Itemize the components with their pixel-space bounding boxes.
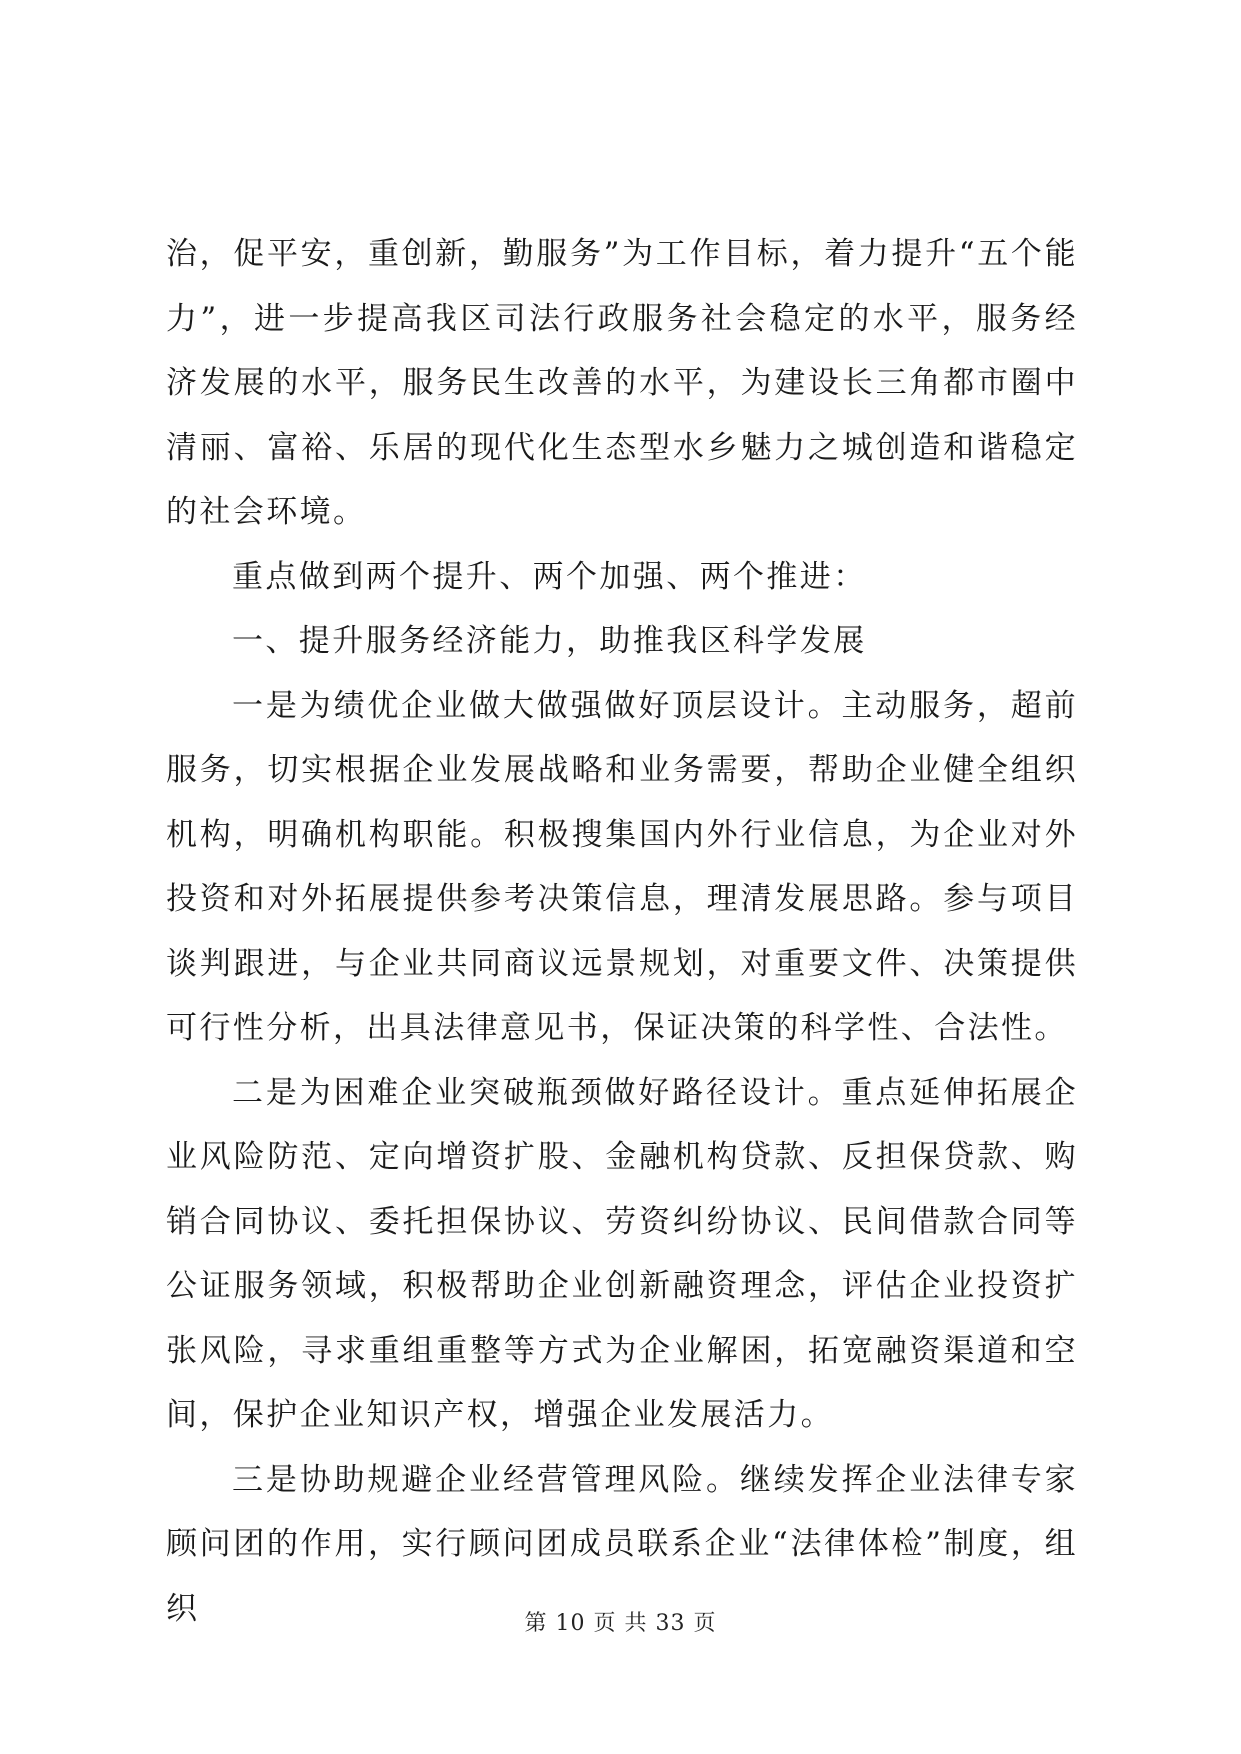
body-text xyxy=(166,222,1078,1641)
section-heading-economy: 一、提升服务经济能力，助推我区科学发展 xyxy=(232,623,867,659)
paragraph-top-level-design: 一是为绩优企业做大做强做好顶层设计。主动服务，超前服务，切实根据企业发展战略和业务需要，帮助企业健全组织机构，明确机构职能。积极搜集国内外行业信息，为企业对外投资和对外拓展提供参考决策信息，理清发展思路。参与项目谈判跟进，与企业共同商议远景规划，对重要文件、决策提供可行性分析，出具法律意见书，保证决策的科学性、合法性。 xyxy=(166,687,1078,1046)
paragraph-risk-avoidance: 三是协助规避企业经营管理风险。继续发挥企业法律专家顾问团的作用，实行顾问团成员联系企业“法律体检”制度，组织 xyxy=(166,1461,1078,1627)
paragraph-goals: 治，促平安，重创新，勤服务”为工作目标，着力提升“五个能力”，进一步提高我区司法行政服务社会稳定的水平，服务经济发展的水平，服务民生改善的水平，为建设长三角都市圈中清丽、富裕、乐居的现代化生态型水乡魅力之城创造和谐稳定的社会环境。 xyxy=(166,236,1078,530)
paragraph-path-design: 二是为困难企业突破瓶颈做好路径设计。重点延伸拓展企业风险防范、定向增资扩股、金融机构贷款、反担保贷款、购销合同协议、委托担保协议、劳资纠纷协议、民间借款合同等公证服务领域，积极帮助企业创新融资理念，评估企业投资扩张风险，寻求重组重整等方式为企业解困，拓宽融资渠道和空间，保护企业知识产权，增强企业发展活力。 xyxy=(166,1074,1078,1433)
paragraph-key-points: 重点做到两个提升、两个加强、两个推进： xyxy=(232,558,867,595)
page-number-footer: 第 10 页 共 33 页 xyxy=(524,1611,717,1636)
